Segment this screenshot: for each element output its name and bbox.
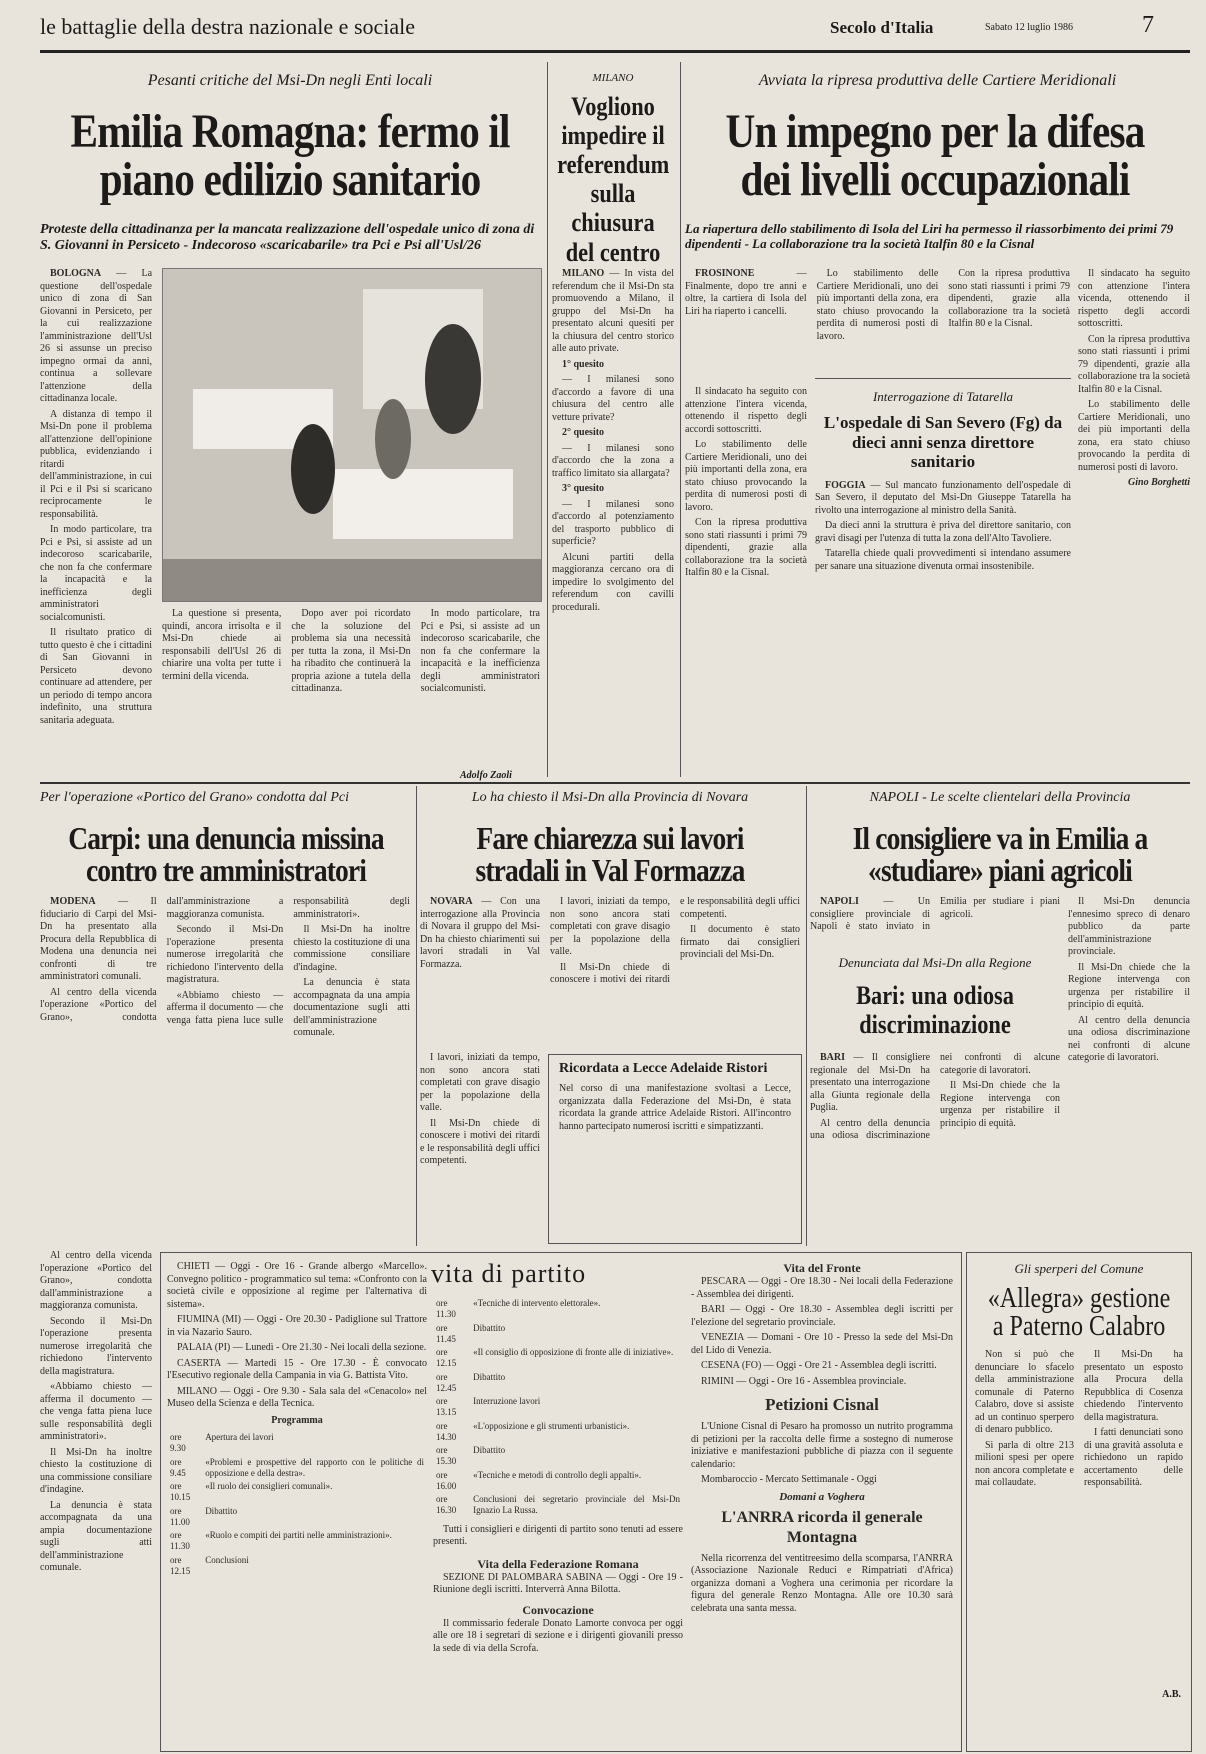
schedule-row	[433, 1395, 683, 1420]
a1-headline: Emilia Romagna: fermo il piano edilizio sanitario	[70, 105, 510, 206]
divider	[40, 782, 1190, 784]
a4-dateline: FOGGIA	[825, 479, 866, 491]
schedule-text: Dibattito	[473, 1445, 506, 1455]
anrra-text: Nella ricorrenza del ventitreesimo della scomparsa, l'ANRRA (Associazione Nazionale Reduci e Rimpatriati d'Africa) organizza domani a Voghera una cerimonia per ricordare la figura del generale Renzo Montagna. Alle ore 10.30 sarà celebrata una santa messa.	[691, 1552, 953, 1614]
program-text: «Il ruolo dei consiglieri comunali».	[205, 1481, 333, 1491]
schedule-row	[433, 1444, 683, 1469]
a8-lead: — Un consigliere provinciale di Napoli è stato inviato in Emilia per studiare i piani agricoli.	[810, 896, 1060, 932]
fed-title: Vita della Federazione Romana	[477, 1556, 639, 1571]
a3-col4	[1078, 268, 1190, 776]
a9-kicker: Denunciata dal Msi-Dn alla Regione	[838, 955, 1032, 970]
page-number: 7	[1142, 12, 1154, 38]
a1-p2: A distanza di tempo il Msi-Dn pone il problema all'attenzione dell'opinione pubblica, evidenziando i ritardi dell'amministrazione, in cui il Pci e il Psi si scaricano reciprocamente le responsabilità.	[40, 408, 152, 520]
fronte-item: VENEZIA — Domani - Ore 10 - Presso la sede del Msi-Dn del Lido di Venezia.	[691, 1332, 953, 1356]
a6-kicker: Lo ha chiesto il Msi-Dn alla Provincia di Novara	[471, 790, 749, 805]
newspaper-name: Secolo d'Italia	[830, 18, 934, 37]
vita-item: PALAIA (PI) — Lunedì - Ore 21.30 - Nei locali della sezione.	[177, 1342, 427, 1353]
a9-p3: Il Msi-Dn chiede che la Regione intervenga con urgenza per ristabilire il principio di equità.	[940, 1080, 1060, 1129]
schedule-text: Dibattito	[473, 1371, 506, 1382]
a4-box	[815, 378, 1071, 777]
schedule-text: «Tecniche e metodi di controllo degli appalti».	[473, 1469, 642, 1480]
a5-p6b: La denuncia è stata accompagnata da una ampia documentazione sugli atti dell'amministrazione comunale.	[40, 1499, 152, 1573]
a8-headline: Il consigliere va in Emilia a «studiare» piani agricoli	[852, 820, 1148, 888]
schedule-time: ore 13.15	[436, 1396, 457, 1418]
a5-p5b: Il Msi-Dn ha inoltre chiesto la costituzione di una commissione consiliare d'indagine.	[40, 1446, 152, 1495]
a4-body	[815, 480, 1071, 750]
schedule-row	[433, 1322, 683, 1347]
program-text: «Ruolo e compiti dei partiti nelle amministrazioni».	[205, 1530, 392, 1540]
a10-author: A.B.	[1162, 1689, 1181, 1700]
a2-body	[552, 268, 674, 776]
a10-p2: Si parla di oltre 213 milioni spesi per opere non ancora completate e mai collaudate.	[975, 1439, 1074, 1488]
program-text: «Problemi e prospettive del rapporto con le politiche di opposizione e della destra».	[205, 1456, 424, 1478]
program-title: Programma	[271, 1414, 323, 1426]
a4-p2: Da dieci anni la struttura è priva del direttore sanitario, con gravi disagi per l'utenza di tutta la zona dell'Alto Tavoliere.	[815, 520, 1071, 544]
masthead	[40, 10, 1190, 46]
a1-p3b: In modo particolare, tra Pci e Psi, si assiste ad un indecoroso scaricabarile, che non fa che confermare la incapacità e la inefficienza degli amministratori socialcomunisti.	[420, 608, 540, 694]
a9-p2: Al centro della denuncia una odiosa discriminazione nei confronti di alcune categorie di lavoratori.	[810, 1052, 1060, 1141]
schedule-time: ore 12.45	[436, 1371, 457, 1393]
program-row	[167, 1431, 427, 1456]
program-time: ore 10.15	[170, 1481, 191, 1503]
schedule-time: ore 11.45	[436, 1322, 456, 1344]
a10-headline: «Allegra» gestione a Paterno Calabro	[987, 1283, 1171, 1342]
schedule-table	[433, 1297, 683, 1518]
schedule-text: Conclusioni dei segretario provinciale del Msi-Dn Ignazio La Russa.	[473, 1494, 680, 1516]
program-time: ore 11.00	[170, 1505, 190, 1527]
a1-p3: In modo particolare, tra Pci e Psi, si assiste ad un indecoroso scaricabarile, che non fa che confermare la incapacità e la inefficienza degli amministratori socialcomunisti.	[40, 524, 152, 623]
vita-item: CASERTA — Martedì 15 - Ore 17.30 - È convocato l'Esecutivo regionale della Campania in via G. Battista Vito.	[167, 1357, 427, 1381]
cisnal-text: L'Unione Cisnal di Pesaro ha promosso un nutrito programma di petizioni per la raccolta delle firme a sostegno di numerose iniziative e manifestazioni pubbliche di piazza con il seguente calendario:	[691, 1421, 953, 1470]
a1-lead: — La questione dell'ospedale unico di zona di San Giovanni in Persiceto, per la cui realizzazione l'amministrazione dell'Usl 26 si assunse un preciso impegno ormai da anni, continua a sollevare l'attenzione della cittadinanza locale.	[40, 268, 152, 404]
a3-p3c: Con la ripresa produttiva sono stati riassunti i primi 79 dipendenti, grazie alla collaborazione tra la società Italfin 80 e la Cisnal.	[1078, 333, 1190, 395]
a8-col3	[1068, 896, 1190, 1242]
program-table	[167, 1431, 427, 1578]
fed-text: SEZIONE DI PALOMBARA SABINA — Oggi - Ore 19 - Riunione degli iscritti. Interverrà Anna Bilotta.	[433, 1571, 683, 1595]
a6-p2b: I lavori, iniziati da tempo, non sono ancora stati completati con grave disagio per la popolazione della valle.	[420, 1052, 540, 1113]
a2-dateline: MILANO	[562, 268, 605, 279]
a5-p6: La denuncia è stata accompagnata da una ampia documentazione sugli atti dell'amministrazione comunale.	[293, 977, 410, 1038]
schedule-time: ore 16.00	[436, 1469, 457, 1491]
divider	[680, 62, 681, 777]
a3-p4: Il sindacato ha seguito con attenzione l'intera vicenda, ottenendo il rispetto degli accordi sottoscritti.	[1078, 268, 1190, 329]
a5-p2: Al centro della vicenda l'operazione «Portico del Grano», condotta dall'amministrazione a maggioranza comunista.	[40, 896, 284, 1023]
a3-p2c: Lo stabilimento delle Cartiere Meridionali, uno dei più importanti della zona, era stato chiuso provocando la perdita di numerosi posti di lavoro.	[1078, 399, 1190, 473]
vita-title: vita di partito	[431, 1259, 587, 1288]
a9-headline: Bari: una odiosa discriminazione	[856, 981, 1014, 1039]
a2-headline: Vogliono impedire il referendum sulla chiusura del centro	[557, 92, 670, 267]
a1-author: Adolfo Zaoli	[460, 770, 512, 781]
anrra-kicker: Domani a Voghera	[779, 1490, 865, 1503]
a6-lead: — Con una interrogazione alla Provincia di Novara il gruppo del Msi-Dn ha chiesto chiarimenti sui lavori stradali in Val Formazza.	[420, 896, 541, 970]
schedule-row	[433, 1493, 683, 1518]
schedule-row	[433, 1346, 683, 1371]
fronte-item: RIMINI — Oggi - Ore 16 - Assemblea provinciale.	[701, 1375, 907, 1387]
a3-subhead: La riapertura dello stabilimento di Isola del Liri ha permesso il riassorbimento dei primi 79 dipendenti - La collaborazione tra la società Italfin 80 e la Cisnal	[685, 221, 1174, 251]
schedule-row	[433, 1420, 683, 1445]
schedule-row	[433, 1371, 683, 1396]
a4-kicker: Interrogazione di Tatarella	[872, 389, 1014, 404]
a7-box	[548, 1054, 802, 1244]
program-time: ore 11.30	[170, 1530, 190, 1552]
a9-p2b: Al centro della denuncia una odiosa discriminazione nei confronti di alcune categorie di lavoratori.	[1068, 1014, 1190, 1063]
schedule-text: «Il consiglio di opposizione di fronte alle di iniziative».	[473, 1347, 674, 1357]
schedule-time: ore 12.15	[436, 1347, 457, 1369]
a8-p2b: Il Msi-Dn denuncia l'ennesimo spreco di denaro pubblico da parte dell'amministrazione provinciale.	[1068, 896, 1190, 957]
a2-kicker: MILANO	[592, 72, 634, 84]
a3-body	[685, 268, 1070, 378]
a5-p4b: «Abbiamo chiesto — afferma il documento — che venga fatta piena luce sulle responsabilità degli amministratori».	[40, 1381, 152, 1442]
a5-headline: Carpi: una denuncia missina contro tre amministratori	[68, 820, 384, 888]
a7-title: Ricordata a Lecce Adelaide Ristori	[559, 1061, 768, 1076]
a8-kicker: NAPOLI - Le scelte clientelari della Provincia	[869, 790, 1131, 805]
a4-p3: Tatarella chiede quali provvedimenti si intendano assumere per sanare una situazione divenuta ormai insostenibile.	[815, 548, 1071, 572]
a3-dateline: FROSINONE	[695, 268, 755, 279]
a5-body	[40, 896, 410, 1246]
vita-item: FIUMINA (MI) — Oggi - Ore 20.30 - Padiglione sul Trattore in via Nazario Sauro.	[167, 1314, 427, 1338]
a3-p2: Lo stabilimento delle Cartiere Meridionali, uno dei più importanti della zona, era stato chiuso provocando la perdita di numerosi posti di lavoro.	[816, 268, 939, 342]
a6-col1b	[420, 1052, 540, 1242]
a2-q3text: — I milanesi sono d'accordo al potenziamento del trasporto pubblico di superficie?	[552, 498, 674, 547]
a5-dateline: MODENA	[50, 896, 96, 907]
a2-lead: — In vista del referendum che il Msi-Dn sta promuovendo a Milano, il gruppo del Msi-Dn ha presentato alcuni quesiti per la chiusura del centro storico alle auto private.	[552, 268, 674, 354]
fronte-col	[691, 1261, 953, 1745]
a4-lead: — Sul mancato funzionamento dell'ospedale di San Severo, il deputato del Msi-Dn Giuseppe Tatarella ha rivolto una interrogazione al ministro della Sanità.	[815, 479, 1071, 516]
cisnal-row: Mombaroccio - Mercato Settimanale - Oggi	[701, 1474, 877, 1486]
schedule-time: ore 14.30	[436, 1420, 457, 1442]
conv-text: Il commissario federale Donato Lamorte convoca per oggi alle ore 18 i segretari di sezione e i dirigenti giovanili presso la sede di via della Scrofa.	[433, 1617, 683, 1654]
a3-p3bb: Con la ripresa produttiva sono stati riassunti i primi 79 dipendenti, grazie alla collaborazione tra la società Italfin 80 e la Cisnal.	[685, 517, 807, 578]
a3-headline: Un impegno per la difesa dei livelli occupazionali	[725, 105, 1145, 206]
a7-text: Nel corso di una manifestazione svoltasi a Lecce, organizzata dalla Federazione del Msi-Dn, è stata ricordata la grande attrice Adelaide Ristori. All'incontro hanno partecipato numerosi iscritti e simpatizzanti.	[559, 1083, 791, 1132]
fronte-item: BARI — Oggi - Ore 18.30 - Assemblea degli iscritti per l'elezione del segretario provinciale.	[691, 1304, 953, 1328]
hospital-photo	[162, 268, 542, 602]
program-row	[167, 1554, 427, 1579]
a9-lead: — Il consigliere regionale del Msi-Dn ha presentato una interrogazione alla Giunta regionale della Puglia.	[810, 1052, 931, 1113]
program-row	[167, 1505, 427, 1530]
a3-lead: — Finalmente, dopo tre anni e oltre, la cartiera di Isola del Liri ha riaperto i cancelli.	[685, 268, 807, 317]
a5-lead: — Il fiduciario di Carpi del Msi-Dn ha presentato alla Procura della Repubblica di Modena una denuncia nei confronti di tre amministratori comunali.	[40, 896, 157, 982]
program-text: Dibattito	[205, 1505, 238, 1516]
a1-kicker: Pesanti critiche del Msi-Dn negli Enti locali	[147, 72, 433, 89]
a3-kicker: Avviata la ripresa produttiva delle Cartiere Meridionali	[758, 72, 1117, 89]
a1-cols	[162, 608, 540, 773]
a10-kicker: Gli sperperi del Comune	[1014, 1261, 1144, 1276]
schedule-time: ore 11.30	[436, 1298, 456, 1320]
program-row	[167, 1480, 427, 1505]
a5-col1-bottom	[40, 1250, 152, 1750]
program-row	[167, 1456, 427, 1481]
a5-p2b: Al centro della vicenda l'operazione «Portico del Grano», condotta dall'amministrazione a maggioranza comunista.	[40, 1250, 152, 1311]
a6-p3b: Il Msi-Dn chiede di conoscere i motivi dei ritardi e le responsabilità degli uffici competenti.	[420, 1117, 540, 1166]
a6-p2: I lavori, iniziati da tempo, non sono ancora stati completati con grave disagio per la popolazione della valle.	[550, 896, 670, 957]
fronte-item: PESCARA — Oggi - Ore 18.30 - Nei locali della Federazione - Assemblea dei dirigenti.	[691, 1276, 953, 1300]
a3-p4b: Il sindacato ha seguito con attenzione l'intera vicenda, ottenendo il rispetto degli accordi sottoscritti.	[685, 386, 807, 435]
a10-body	[975, 1349, 1183, 1689]
a1-p5: La questione si presenta, quindi, ancora irrisolta e il Msi-Dn chiede ai responsabili dell'Usl 26 di chiarire una volta per tutte i termini della vicenda.	[162, 608, 282, 682]
vita-box	[160, 1252, 962, 1752]
program-time: ore 12.15	[170, 1554, 191, 1576]
masthead-rule	[40, 50, 1190, 53]
a1-dateline: BOLOGNA	[50, 268, 102, 279]
vita-note: Tutti i consiglieri e dirigenti di partito sono tenuti ad essere presenti.	[433, 1523, 683, 1547]
anrra-title: L'ANRRA ricorda il generale Montagna	[721, 1508, 923, 1546]
a2-q2text: — I milanesi sono d'accordo che la zona a traffico limitato sia allargata?	[552, 442, 674, 479]
program-text: Apertura dei lavori	[205, 1432, 274, 1442]
a2-q2: 2° quesito	[562, 427, 605, 438]
a8-dateline: NAPOLI	[820, 896, 859, 907]
a1-col1	[40, 268, 152, 778]
a2-q1: 1° quesito	[562, 358, 605, 370]
a2-p2: Alcuni partiti della maggioranza cercano ora di impedire lo svolgimento del referendum con cavilli procedurali.	[552, 551, 674, 613]
a5-kicker: Per l'operazione «Portico del Grano» condotta dal Pci	[40, 790, 350, 805]
a2-q1text: — I milanesi sono d'accordo a favore di una chiusura del centro alle vetture private?	[552, 374, 674, 423]
schedule-row	[433, 1297, 683, 1322]
schedule-row	[433, 1469, 683, 1494]
hospital-photo-art	[163, 269, 541, 601]
program-time: ore 9.45	[170, 1456, 186, 1478]
schedule-text: «Tecniche di intervento elettorale».	[473, 1298, 601, 1308]
issue-date: Sabato 12 luglio 1986	[985, 22, 1074, 33]
a10-p3: Il Msi-Dn ha presentato un esposto alla Procura della Repubblica di Cosenza chiedendo l'intervento della magistratura.	[1084, 1349, 1183, 1423]
section-title: le battaglie della destra nazionale e sociale	[40, 14, 416, 39]
a1-p4: Il risultato pratico di tutto questo è che i cittadini di San Giovanni in Persiceto devono continuare ad attendere, per un periodo di tempo ancora indefinito, una struttura sanitaria adeguata.	[40, 627, 152, 726]
a10-lead: Non si può che denunciare lo sfacelo della amministrazione comunale di Paterno Calabro, dove si assiste ad un continuo sperpero di denaro pubblico.	[975, 1349, 1074, 1435]
program-time: ore 9.30	[170, 1432, 186, 1454]
fronte-title: Vita del Fronte	[783, 1261, 861, 1275]
a6-p4: Il documento è stato firmato dai consiglieri provinciali del Msi-Dn.	[680, 924, 800, 960]
a5-p4: «Abbiamo chiesto — afferma il documento — che venga fatta piena luce sulle responsabilità degli amministratori».	[166, 896, 410, 1026]
divider	[416, 786, 417, 1246]
a5-p3: Secondo il Msi-Dn l'operazione presenta numerose irregolarità che richiedono l'intervento della magistratura.	[166, 924, 284, 985]
a9-body	[810, 1052, 1060, 1242]
divider	[806, 786, 807, 1246]
conv-title: Convocazione	[522, 1602, 594, 1617]
schedule-text: Interruzione lavori	[473, 1396, 541, 1406]
fronte-item: CESENA (FO) — Oggi - Ore 21 - Assemblea degli iscritti.	[701, 1360, 937, 1371]
vita-col1	[167, 1261, 427, 1741]
vita-item: CHIETI — Oggi - Ore 16 - Grande albergo «Marcello». Convegno politico - programmatico sul tema: «Confronto con la società civile e opposizione al regime per l'alternativa di sistema».	[167, 1261, 427, 1310]
a8-body	[810, 896, 1060, 946]
schedule-text: Dibattito	[473, 1322, 506, 1333]
a9-p3b: Il Msi-Dn chiede che la Regione intervenga con urgenza per ristabilire il principio di equità.	[1068, 961, 1190, 1010]
vita-item: MILANO — Oggi - Ore 9.30 - Sala sala del «Cenacolo» nel Museo della Scienza e della Tecnica.	[167, 1385, 427, 1409]
a4-headline: L'ospedale di San Severo (Fg) da dieci anni senza direttore sanitario	[823, 413, 1063, 472]
divider	[547, 62, 548, 777]
schedule-time: ore 16.30	[436, 1494, 457, 1516]
schedule-time: ore 15.30	[436, 1445, 457, 1467]
schedule-text: «L'opposizione e gli strumenti urbanistici».	[473, 1420, 630, 1431]
a9-dateline: BARI	[820, 1052, 846, 1063]
a2-q3: 3° quesito	[562, 483, 605, 494]
a3-p3: Con la ripresa produttiva sono stati riassunti i primi 79 dipendenti, grazie alla collaborazione tra la società Italfin 80 e la Cisnal.	[948, 268, 1070, 329]
a3-p2b: Lo stabilimento delle Cartiere Meridionali, uno dei più importanti della zona, era stato chiuso provocando la perdita di numerosi posti di lavoro.	[685, 439, 807, 513]
a6-headline: Fare chiarezza sui lavori stradali in Val Formazza	[475, 820, 745, 888]
a1-subhead: Proteste della cittadinanza per la mancata realizzazione dell'ospedale unico di zona di S. Giovanni in Persiceto - Indecoroso «scaricabarile» tra Pci e Psi all'Usl/26	[40, 222, 535, 254]
vita-col2	[433, 1297, 683, 1745]
a6-body	[420, 896, 800, 1048]
a5-p5: Il Msi-Dn ha inoltre chiesto la costituzione di una commissione consiliare d'indagine.	[293, 924, 410, 973]
a3-author: Gino Borghetti	[1128, 477, 1190, 488]
a6-p3: Il Msi-Dn chiede di conoscere i motivi dei ritardi e le responsabilità degli uffici competenti.	[550, 896, 800, 985]
a3-col1b	[685, 386, 807, 776]
a6-dateline: NOVARA	[430, 896, 473, 907]
cisnal-title: Petizioni Cisnal	[765, 1395, 879, 1414]
a10-box	[966, 1252, 1192, 1752]
a10-p4: I fatti denunciati sono di una gravità assoluta e richiedono un rapido accertamento delle responsabilità.	[1084, 1427, 1183, 1488]
a1-p6: Dopo aver poi ricordato che la soluzione del problema sia una necessità per tutta la zona, il Msi-Dn ha ribadito che continuerà la propria azione a tutela della cittadinanza.	[291, 608, 411, 694]
program-text: Conclusioni	[205, 1554, 249, 1565]
a5-p3b: Secondo il Msi-Dn l'operazione presenta numerose irregolarità che richiedono l'intervento della magistratura.	[40, 1315, 152, 1377]
program-row	[167, 1529, 427, 1554]
